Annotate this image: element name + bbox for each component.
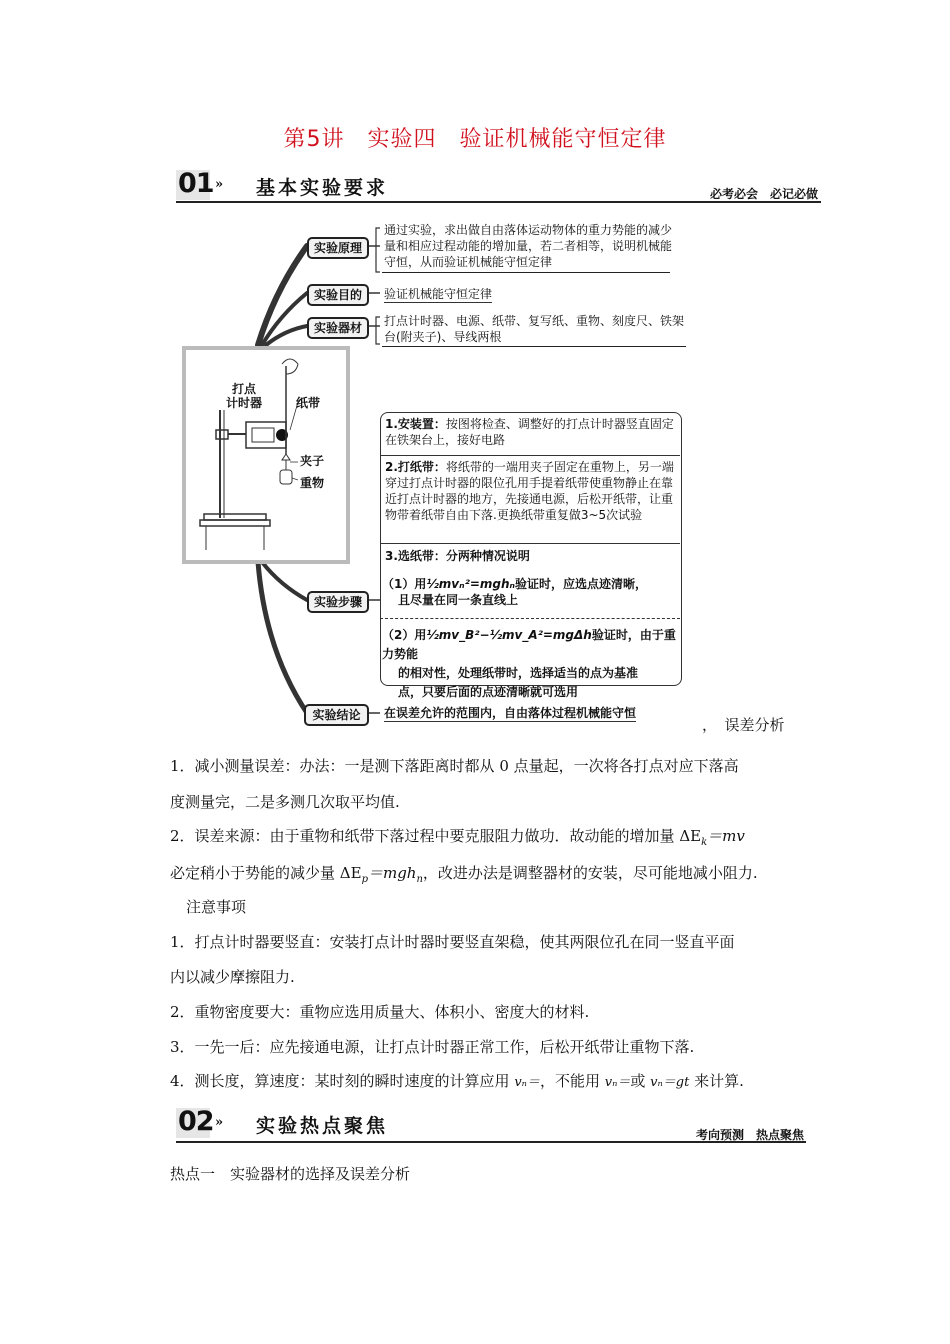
apparatus-figure (182, 346, 350, 564)
step3-head: 3.选纸带： (385, 549, 446, 563)
note4-formula1: vₙ＝ (514, 1075, 540, 1090)
step1-head: 1.安装置： (385, 417, 446, 431)
case2-line3: 点，只要后面的点迹清晰就可选用 (398, 685, 579, 699)
notes-heading: 注意事项 (186, 898, 247, 916)
section2-subtitle: 考向预测 热点聚焦 (695, 1128, 804, 1142)
conclusion-text: 在误差允许的范围内，自由落体过程机械能守恒 (384, 706, 637, 720)
note4-or: 或 (630, 1072, 651, 1090)
case2-line2: 的相对性，处理纸带时，选择适当的点为基准 (398, 666, 639, 680)
case1-formula: ½mvₙ²=mghₙ (426, 577, 515, 591)
note4-suffix: 来计算. (689, 1072, 744, 1090)
section2-arrow: » (215, 1115, 224, 1130)
step1 (385, 416, 677, 448)
case2-formula: ½mv_B²−½mv_A²=mgΔh (426, 628, 592, 642)
step-separator (380, 543, 680, 544)
purpose-text: 验证机械能守恒定律 (384, 287, 493, 301)
note4-formula3: vₙ＝gt (650, 1075, 690, 1090)
section2-number: 02 (178, 1106, 214, 1137)
error-p1a: 1．减小测量误差：办法：一是测下落距离时都从 0 点量起，一次将各打点对应下落高 (170, 757, 739, 775)
ep-subscript: p (361, 874, 368, 885)
section-subtitle: 必考必会 必记必做 (709, 187, 818, 201)
equipment-label: 实验器材 (307, 317, 369, 339)
error-p2b (170, 864, 820, 889)
hot-topic-1: 热点一 实验器材的选择及误差分析 (170, 1165, 411, 1183)
step1-text: 按图将检查、调整好的打点计时器竖直固定在铁架台上，接好电路 (385, 417, 674, 447)
note4-prefix: 4．测长度，算速度：某时刻的瞬时速度的计算应用 (170, 1072, 515, 1090)
error-p2a-tail: ＝mv (707, 827, 745, 845)
note1a: 1．打点计时器要竖直：安装打点计时器时要竖直架稳，使其两限位孔在同一竖直平面 (170, 933, 735, 951)
steps-label: 实验步骤 (307, 591, 369, 613)
case1-prefix: （1）用 (382, 577, 427, 591)
case1-line2: 且尽量在同一条直线上 (398, 593, 519, 607)
clamp-label: 夹子 (300, 454, 325, 468)
section-number: 01 (178, 168, 214, 199)
note4 (170, 1072, 820, 1092)
step2 (385, 459, 677, 523)
step2-head: 2.打纸带： (385, 460, 446, 474)
hn-subscript: n (416, 874, 423, 885)
error-p2b-prefix: 必定稍小于势能的减少量 ΔE (170, 864, 362, 882)
section2-rule (176, 1141, 806, 1143)
equipment-text: 打点计时器、电源、纸带、复写纸、重物、刻度尺、铁架台(附夹子)、导线两根 (384, 314, 685, 344)
case2-prefix: （2）用 (382, 628, 427, 642)
step3-case2 (382, 626, 678, 702)
step-separator (380, 455, 680, 456)
equipment-underline (382, 346, 686, 347)
conclusion-label: 实验结论 (304, 704, 369, 726)
step2-text: 将纸带的一端用夹子固定在重物上，另一端穿过打点计时器的限位孔用手提着纸带使重物静止在靠近打点计时器的地方，先接通电源，后松开纸带，让重物带着纸带自由下落.更换纸带重复做3~5次试验 (385, 460, 674, 522)
error-analysis-heading: ， 误差分析 (702, 716, 785, 734)
error-p2a (170, 827, 820, 852)
step3-case1 (382, 576, 678, 608)
weight-label: 重物 (300, 476, 325, 490)
page-title: 第5讲 实验四 验证机械能守恒定律 (283, 127, 667, 152)
principle-label: 实验原理 (307, 237, 369, 259)
tape-label: 纸带 (296, 396, 321, 410)
note4-mid: ，不能用 (539, 1072, 605, 1090)
section-title: 基本实验要求 (256, 177, 389, 199)
error-p2b-suffix: ，改进办法是调整器材的安装，尽可能地减小阻力. (422, 864, 758, 882)
principle-text: 通过实验，求出做自由落体运动物体的重力势能的减少量和相应过程动能的增加量，若二者相等，说明机械能守恒，从而验证机械能守恒定律 (384, 223, 673, 269)
case2-suffix: 验证时，由于重力势能 (382, 628, 676, 661)
error-p2a-text: 2．误差来源：由于重物和纸带下落过程中要克服阻力做功．故动能的增加量 ΔE (170, 827, 702, 845)
note1b: 内以减少摩擦阻力. (170, 968, 295, 986)
note3: 3．一先一后：应先接通电源，让打点计时器正常工作，后松开纸带让重物下落. (170, 1038, 695, 1056)
timer-label: 打点 计时器 (226, 382, 263, 410)
error-p1b: 度测量完，二是多测几次取平均值. (170, 793, 400, 811)
error-p2b-formula: ＝mgh (367, 864, 417, 882)
principle-underline (382, 272, 670, 273)
case1-suffix: 验证时，应选点迹清晰， (515, 577, 648, 591)
step-separator (380, 618, 680, 619)
ek-subscript: k (701, 837, 708, 848)
section-arrow: » (215, 177, 224, 192)
step3 (385, 548, 677, 564)
step3-text: 分两种情况说明 (445, 549, 530, 563)
purpose-label: 实验目的 (307, 284, 369, 306)
note4-formula2: vₙ＝ (604, 1075, 631, 1090)
section2-title: 实验热点聚焦 (256, 1115, 389, 1137)
note2: 2．重物密度要大：重物应选用质量大、体积小、密度大的材料. (170, 1003, 590, 1021)
